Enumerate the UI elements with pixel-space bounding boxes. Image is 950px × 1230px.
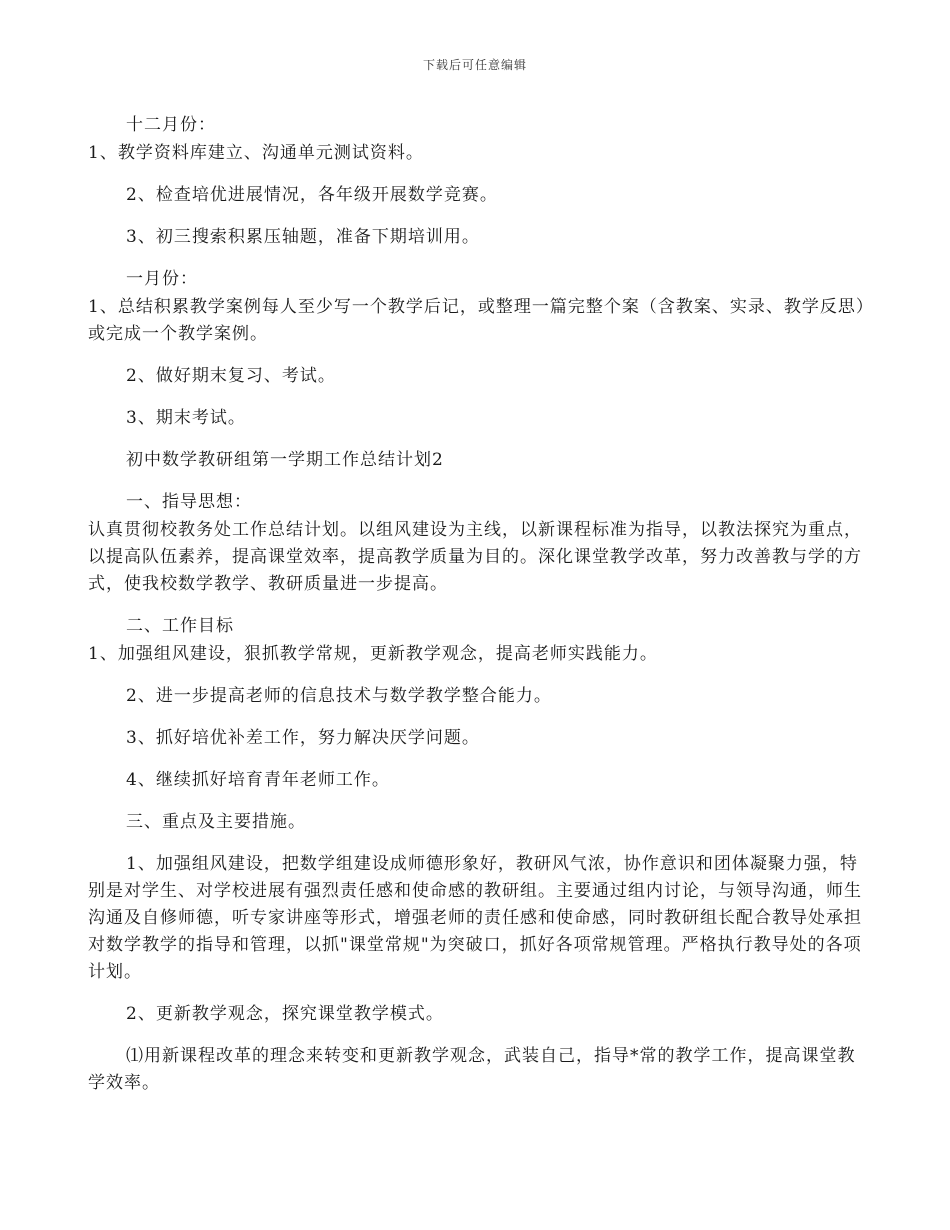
paragraph: 1、加强组风建设，狠抓教学常规，更新教学观念，提高老师实践能力。 <box>88 644 658 664</box>
paragraph: 3、抓好培优补差工作，努力解决厌学问题。 <box>126 728 480 748</box>
paragraph: 4、继续抓好培育青年老师工作。 <box>126 770 390 790</box>
document-body <box>88 112 868 1097</box>
heading-key-measures: 三、重点及主要措施。 <box>126 812 306 832</box>
heading-december: 十二月份： <box>126 115 216 135</box>
paragraph: 1、总结积累教学案例每人至少写一个教学后记，或整理一篇完整个案（含教案、实录、教学反思）或完成一个教学案例。 <box>88 297 866 344</box>
paragraph: 3、初三搜索积累压轴题，准备下期培训用。 <box>126 227 480 247</box>
heading-work-goals: 二、工作目标 <box>126 616 234 636</box>
paragraph: ⑴用新课程改革的理念来转变和更新教学观念，武装自己，指导*常的教学工作，提高课堂教学效率。 <box>88 1046 856 1093</box>
heading-guiding-ideas: 一、指导思想： <box>126 492 252 512</box>
paragraph: 2、进一步提高老师的信息技术与数学教学整合能力。 <box>126 686 552 706</box>
heading-january: 一月份： <box>126 269 198 289</box>
paragraph: 3、期末考试。 <box>126 408 246 428</box>
page-header: 下载后可任意编辑 <box>422 58 527 72</box>
paragraph: 2、检查培优进展情况，各年级开展数学竞赛。 <box>126 185 498 205</box>
paragraph: 1、加强组风建设，把数学组建设成师德形象好，教研风气浓，协作意识和团体凝聚力强，特别是对学生、对学校进展有强烈责任感和使命感的教研组。主要通过组内讨论，与领导沟通，师生沟通及自修师德，听专家讲座等形式，增强老师的责任感和使命感，同时教研组长配合教导处承担对数学教学的指导和管理，以抓"课堂常规"为突破口，抓好各项常规管理。严格执行教导处的各项计划。 <box>88 854 862 982</box>
paragraph: 认真贯彻校教务处工作总结计划。以组风建设为主线，以新课程标准为指导，以教法探究为重点，以提高队伍素养，提高课堂效率，提高教学质量为目的。深化课堂教学改革，努力改善教与学的方式，使我校数学教学、教研质量进一步提高。 <box>88 520 862 594</box>
section-title: 初中数学教研组第一学期工作总结计划2 <box>126 450 444 470</box>
paragraph: 2、更新教学观念，探究课堂教学模式。 <box>126 1004 444 1024</box>
paragraph: 2、做好期末复习、考试。 <box>126 366 336 386</box>
paragraph: 1、教学资料库建立、沟通单元测试资料。 <box>88 143 424 163</box>
